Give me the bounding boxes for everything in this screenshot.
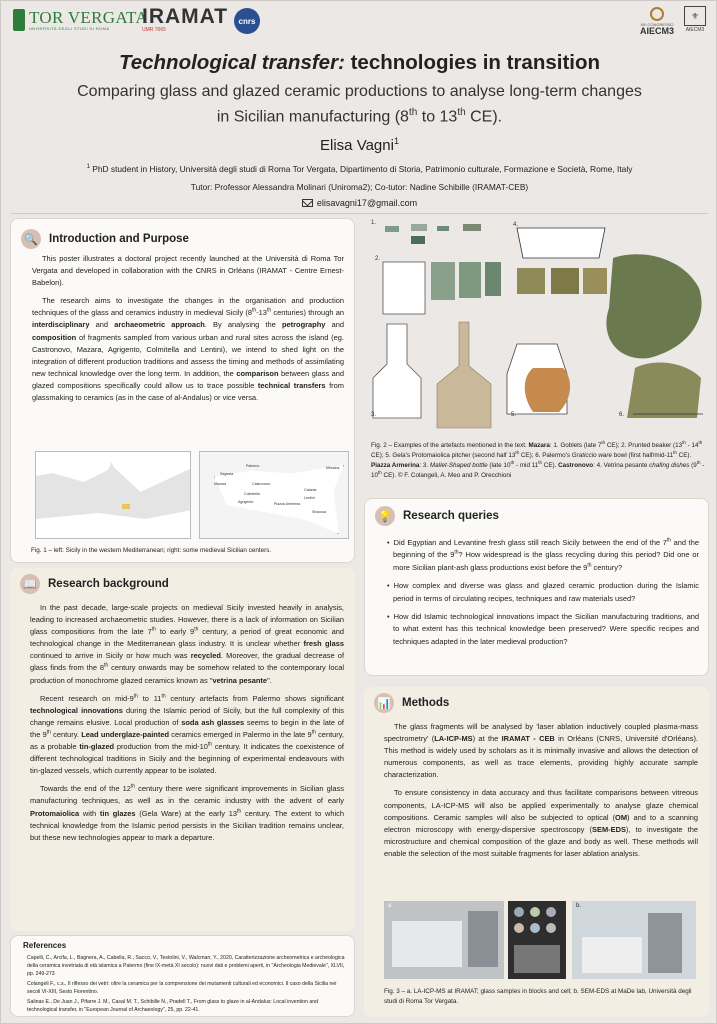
email-line bbox=[1, 198, 717, 208]
background-text bbox=[30, 602, 344, 850]
intro-title: Introduction and Purpose bbox=[49, 233, 189, 245]
fig2-label: 6. bbox=[619, 412, 625, 418]
logo-bar bbox=[1, 1, 717, 41]
map-city: Segesta bbox=[220, 472, 234, 476]
aiecm-emblem-icon: ⚜ bbox=[684, 6, 706, 26]
map-city: Palermo bbox=[246, 464, 260, 468]
map-city: Piazza Armerina bbox=[274, 502, 301, 506]
tor-vergata-sub: UNIVERSITÀ DEGLI STUDI DI ROMA bbox=[29, 25, 110, 31]
reference-item: Capelli, C., Arcifa, L., Bagnera, A., Cabella, R., Sacco, V., Testolini, V., Walcman, Y., 2020, Caratterizzazione archeometrica e archeologica della ceramica invetriata di età islamica a Palermo (fine IX-metà XI secolo): nuovi dati e problemi aperti, in "Archeologia Medievale", XLVII, pp. 249-273 bbox=[27, 955, 345, 977]
tor-vergata-name: TOR VERGATA bbox=[29, 7, 148, 27]
fig2-label: 2. bbox=[375, 256, 381, 262]
chafing-dish bbox=[517, 228, 607, 294]
aiecm-sun-icon bbox=[650, 7, 664, 21]
queries-panel bbox=[364, 498, 709, 676]
map-city: Siracusa bbox=[312, 510, 326, 514]
intro-panel bbox=[10, 218, 355, 563]
mediterranean-map bbox=[35, 451, 191, 539]
intro-text bbox=[32, 253, 344, 410]
goblet-fragments bbox=[385, 224, 481, 244]
references-panel bbox=[10, 935, 355, 1017]
background-paragraph-1: In the past decade, large-scale projects on medieval Sicily invested heavily in analysis, leading to increased archaeometric studies. However, there is a lack of information on Sicilian glass compositions from the late 7th to early 9th century, a period of great economic and technological change in the Mediterranean glass industry. It is unclear whether fresh glass continued to arrive in Sicily or how much was recycled. Moreover, the gradual decrease of glass finds from the 8th century onwards may be somehow related to the contemporary local production of monochrome glazed ceramics known as "vetrina pesante". bbox=[30, 603, 345, 685]
methods-text bbox=[384, 721, 698, 866]
tor-vergata-logo bbox=[13, 9, 148, 31]
query-item: • How did Islamic technological innovations impact the Sicilian manufacturing traditions, and to what extent has this technical knowledge been preserved? Were specific recipes and techniques adapted in the later medieval production? bbox=[387, 611, 699, 648]
poster-subtitle bbox=[41, 81, 678, 127]
artefacts-illustration bbox=[367, 218, 709, 438]
protomaiolica-pitcher bbox=[507, 344, 570, 414]
author-name: Elisa Vagni$^1$ bbox=[320, 136, 399, 154]
references bbox=[23, 942, 349, 1016]
methods-heading bbox=[374, 693, 449, 713]
lightbulb-icon: 💡 bbox=[375, 506, 395, 526]
iramat-sub: UMR 7065 bbox=[142, 27, 166, 33]
sicily-highlight bbox=[122, 504, 130, 509]
fig3-label: b. bbox=[576, 903, 582, 909]
title-rest: technologies in transition bbox=[344, 51, 601, 74]
aiecm-logo bbox=[640, 7, 674, 36]
methods-paragraph-1: The glass fragments will be analysed by 'laser ablation inductively coupled plasma-mass spectrometry' (LA-ICP-MS) at the IRAMAT - CEB in Orléans (CNRS, Université d'Orléans). This method is widely used by scholars as it is minimally invasive and allows the detection of numerous components, as well as trace elements, providing highly accurate sample characterization. bbox=[384, 722, 698, 780]
aiecm-emblem-logo bbox=[684, 6, 706, 33]
author-affiliation: $^1$ PhD student in History, Università degli studi di Roma Tor Vergata, Dipartimento di Storia, Patrimonio culturale, Formazione e Società, Rome, Italy bbox=[86, 164, 633, 174]
la-icp-ms-photo bbox=[384, 901, 504, 979]
email-address[interactable]: elisavagni17@gmail.com bbox=[316, 198, 418, 208]
fig2-label: 5. bbox=[511, 412, 517, 418]
envelope-icon bbox=[302, 199, 313, 207]
fig2-label: 1. bbox=[371, 220, 377, 226]
query-item: • How complex and diverse was glass and glazed ceramic production during the Islamic period in terms of circulating recipes, techniques and raw materials used? bbox=[387, 580, 699, 605]
background-paragraph-3: Towards the end of the 12th century there were significant improvements in Sicilian glass manufacturing techniques, as well as in the ceramic industry with the advent of early Protomaiolica with tin glazes (Gela Ware) at the early 13th century. The extent to which technical knowledge from the Islamic period persists in the Sicilian tradition remains unclear, but these new technologies appear to mark a departure. bbox=[30, 783, 345, 842]
methods-panel bbox=[364, 687, 709, 1017]
aiecm-name: AIECM3 bbox=[639, 26, 674, 36]
intro-paragraph-1: This poster illustrates a doctoral project recently launched at the Università di Roma Tor Vergata and developed in collaboration with the CNRS in Orléans (IRAMAT - Centre Ernest-Babelon). bbox=[32, 254, 344, 288]
map-city: Messina bbox=[326, 466, 340, 470]
fig2-label: 3. bbox=[371, 412, 377, 418]
map-city: Agrigento bbox=[238, 500, 254, 504]
tutor-line: Tutor: Professor Alessandra Molinari (Uniroma2); Co-tutor: Nadine Schibille (IRAMAT-CEB) bbox=[190, 182, 529, 192]
prunted-beaker bbox=[383, 262, 501, 314]
glass-samples-photo bbox=[508, 901, 566, 979]
magnifier-icon: 🔍 bbox=[21, 229, 41, 249]
sicily-map bbox=[199, 451, 349, 539]
subtitle-line2: in Sicilian manufacturing (8th to 13th CE). bbox=[216, 107, 503, 126]
fig3-caption: Fig. 3 – a. LA-ICP-MS at IRAMAT; glass samples in blocks and cell; b. SEM-EDS at MaDe lab, Università degli studi di Roma Tor Vergata. bbox=[384, 988, 692, 1005]
map-city: Lentini bbox=[304, 496, 315, 500]
methods-title: Methods bbox=[402, 697, 450, 709]
bar-chart-icon: 📊 bbox=[374, 693, 394, 713]
map-city: Catania bbox=[304, 488, 317, 492]
methods-paragraph-2: To ensure consistency in data accuracy and thus facilitate comparisons between vitreous components, LA-ICP-MS will also be applied experimentally to analyse glaze chemical compositions. Ceramic samples will also be subjected to optical (OM) and to a scanning electron microscopy with energy-dispersive spectroscopy (SEM-EDS), to investigate the microstructure and chemical composition of the glaze and body as well. These methods will enable the selection of the most suitable fragments for laser ablation analysis. bbox=[384, 788, 699, 858]
title-italic: Technological transfer: bbox=[118, 51, 345, 74]
queries-title: Research queries bbox=[403, 510, 499, 522]
references-title: References bbox=[23, 941, 67, 950]
sem-eds-photo bbox=[572, 901, 696, 979]
fig2-artefacts bbox=[367, 218, 709, 438]
intro-paragraph-2: The research aims to investigate the changes in the organisation and production techniques of the glass and ceramics industry in medieval Sicily (8th-13th centuries) through an interdisciplinary and archaeometric approach. By analysing the petrography and composition of fragments sampled from various urban and rural sites across the island (eg. Castronovo, Mazara, Agrigento, Colmitella and Lentini), we intend to shed light on the integration of different production traditions and assess the timing and methods of assimilating new technical knowledge over the long term. In addition, the comparison between glass and glazed compositions specifically could allow us to trace possible technical transfers from glassmaking to ceramics (as in the case of al-Andalus) or vice versa. bbox=[32, 296, 345, 403]
subtitle-line1: Comparing glass and glazed ceramic productions to analyse long-term changes bbox=[77, 83, 642, 100]
cnrs-logo: cnrs bbox=[234, 8, 260, 34]
query-item: • Did Egyptian and Levantine fresh glass still reach Sicily between the end of the 7th and the beginning of the 9th? How widespread is the glass recycling during this period? Did one or more Sicilian plant-ash glass productions exist before the 9th century? bbox=[387, 537, 699, 574]
poster-title bbox=[1, 51, 717, 75]
book-icon: 📖 bbox=[20, 574, 40, 594]
header-divider bbox=[11, 213, 708, 214]
iramat-name: IRAMAT bbox=[142, 5, 229, 28]
map-city: Castronovo bbox=[252, 482, 271, 486]
fig1-caption: Fig. 1 – left: Sicily in the western Mediterranean; right: some medieval Sicilian centers. bbox=[31, 547, 272, 554]
background-heading bbox=[20, 574, 169, 594]
background-title: Research background bbox=[48, 578, 169, 590]
tor-vergata-mark bbox=[13, 9, 25, 31]
graticcio-bowl bbox=[606, 254, 703, 418]
map-city: Colmitella bbox=[244, 492, 260, 496]
background-paragraph-2: Recent research on mid-9th to 11th century artefacts from Palermo shows significant technological innovations during the Islamic period of Sicily, but the full complexity of this change remains elusive. Local production of soda ash glasses seems to begin in the late of the 9th century. Lead underglaze-painted ceramics emerged in Palermo in the late 9th century, as a probable tin-glazed production from the mid-10th century. It indicates the coexistence of different technological traditions in Sicily and the beginning of experimental endeavours with tin-glazed vessels, which currently appear to be isolated. bbox=[30, 693, 344, 776]
intro-heading bbox=[21, 229, 189, 249]
queries-list bbox=[387, 537, 699, 654]
fig2-caption: Fig. 2 – Examples of the artefacts mentioned in the text. Mazara: 1. Goblets (late 7th CE); 2. Prunted beaker (13th - 14th CE); 5. Gela's Protomaiolica pitcher (second half 13th CE); 6. Palermo's Graticcio ware bowl (first half/mid-11th CE). Piazza Armerina: 3. Mallet-Shaped bottle (late 10th - mid 11th CE). Castronovo: 4. Vetrina pesante chafing dishes (9th - 10th CE). © F. Colangeli, A. Meo and P. Orecchioni bbox=[371, 439, 705, 479]
mallet-bottle bbox=[373, 322, 491, 428]
map-city: Mazara bbox=[214, 482, 226, 486]
aiecm-emblem-label: AIECM3 bbox=[685, 27, 705, 33]
background-panel bbox=[10, 568, 355, 931]
fig2-label: 4. bbox=[513, 222, 519, 228]
reference-item: Salinas E., De Juan J., Pifarre J. M., Casal M. T., Schibille N., Pradell T., From glass to glaze in al-Andalus: Local invention and technological transfer, in "European Journal of Archaeology", 25, pp. 22-41. bbox=[27, 999, 319, 1013]
aiecm-sub: XIII CONGRESSO bbox=[640, 22, 674, 27]
queries-heading bbox=[375, 506, 499, 526]
iramat-logo bbox=[142, 7, 228, 33]
reference-item: Colangeli F., c.s., Il riflesso dei vetri: oltre la ceramica per la comprensione dei mutamenti culturali ed economici. Il caso della Sicilia nei secoli VI-XIII, Sesto Fiorentino. bbox=[27, 981, 337, 995]
fig3-label: a. bbox=[388, 903, 394, 909]
